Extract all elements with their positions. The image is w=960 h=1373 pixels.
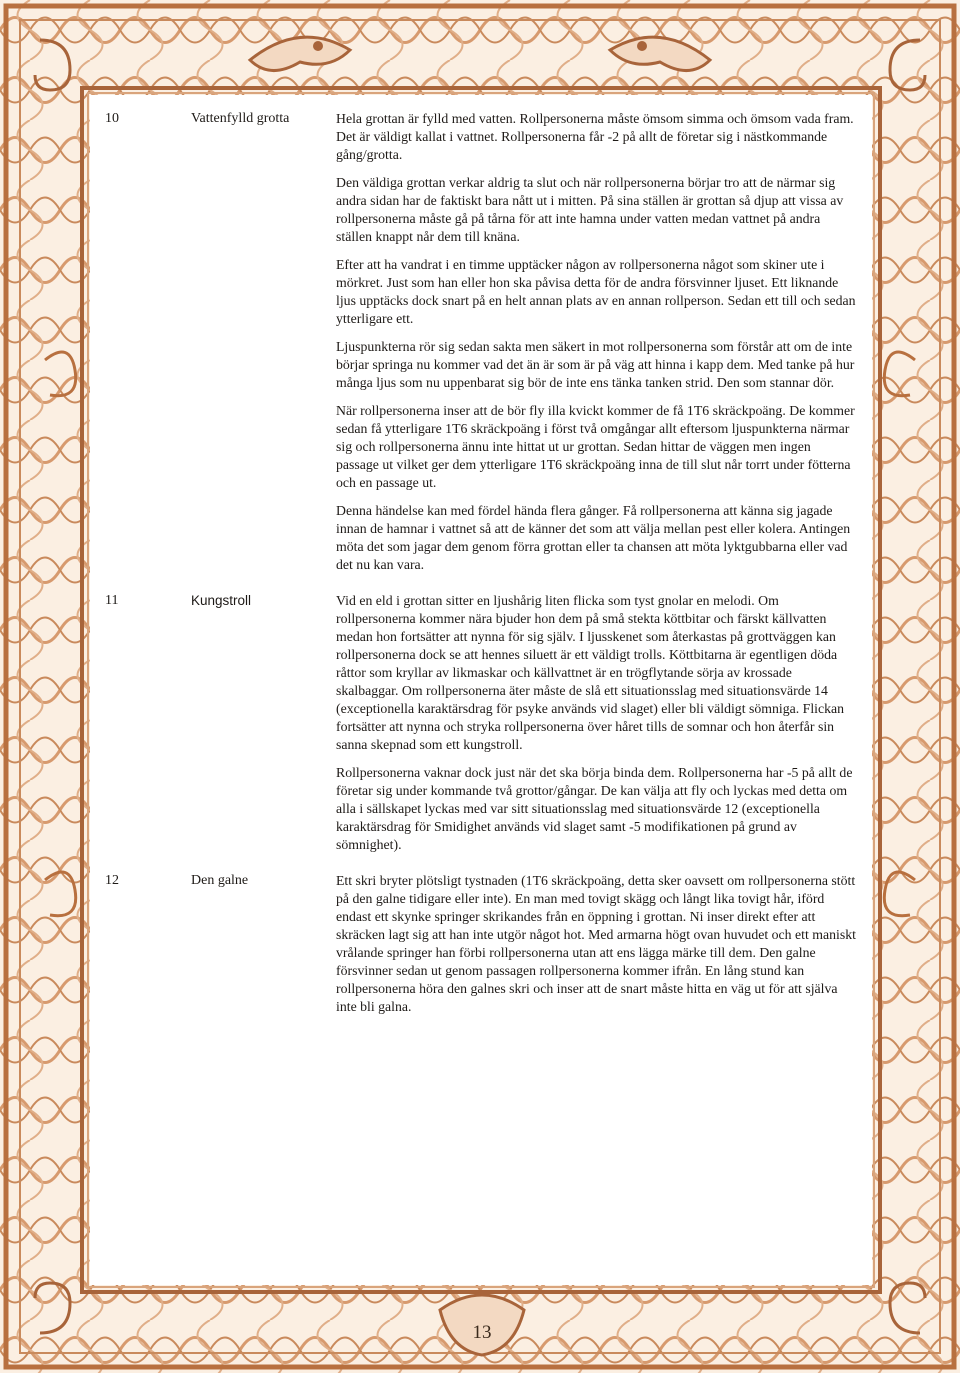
paragraph: Den väldiga grottan verkar aldrig ta slut och när rollpersonerna börjar tro att de närmar sig andra sidan har de faktiskt bara nått ut i mitten. På sina ställen är grottan så djup att vissa av rollpersonerna måste gå på tårna för att inte hamna under vatten medan vattnet på andra ställen knappt når dem till knäna. [336,175,844,244]
entry-10 [105,110,857,574]
paragraph: Denna händelse kan med fördel hända flera gånger. Få rollpersonerna att känna sig jagade innan de hamnar i vattnet så att de känner det som att välja mellan pest eller kolera. Antingen möta det som jagar dem genom förra grottan eller ta chansen att möta lyktgubbarna eller vad det nu kan vara. [336,503,851,572]
encounter-table [105,110,857,1016]
paragraph: Efter att ha vandrat i en timme upptäcker någon av rollpersonerna något som skiner ute i mörkret. Just som han eller hon ska påvisa detta för de andra försvinner ljuset. Ett liknande ljus upptäcks dock snart på en helt annan plats av en annan rollperson. Sedan ett till och sedan ytterligare ett. [336,257,856,326]
paragraph: Hela grottan är fylld med vatten. Rollpersonerna måste ömsom simma och ömsom vada fram. Det är väldigt kallat i vattnet. Rollpersonerna får -2 på allt de företar sig i nästkommande gång/grotta. [336,111,854,162]
entry-11 [105,592,857,854]
paragraph: Ett skri bryter plötsligt tystnaden (1T6 skräckpoäng, detta sker oavsett om rollpersonerna stött på den galne tidigare eller inte). En man med tovigt skägg och långt lika tovigt hår, iförd endast ett skynke springer skrikandes från en öppning i grottan. Ni inser direkt efter att skräcken lagt sig att han inte utgör något hot. Med armarna högt ovan huvudet och ett maniskt vrålande springer han förbi rollpersonerna utan att ens lägga märke till dem. Den galne försvinner sedan ut genom passagen rollpersonerna kommer ifrån. En lång stund kan rollpersonerna höra den galnes skri och inser att de snart måste hitta en väg ut för att själva inte bli galna. [336,873,856,1014]
paragraph: Rollpersonerna vaknar dock just när det ska börja binda dem. Rollpersonerna har -5 på allt de företar sig under kommande två grottor/gångar. De kan välja att fly och lyckas med detta om alla i sällskapet lyckas med var sitt situationsslag med situationsvärde 12 (exceptionella karaktärsdrag för Smidighet används vid slaget samt -5 modifikationen på grund av sömnighet). [336,765,853,852]
entry-number: 10 [105,111,119,126]
entry-title: Den galne [191,873,249,888]
entry-body [336,110,857,574]
entry-number: 11 [105,593,119,608]
page-number: 13 [472,1322,492,1343]
paragraph: Vid en eld i grottan sitter en ljushårig liten flicka som tyst gnolar en melodi. Om rollpersonerna kommer nära bjuder hon dem på små stekta köttbitar och färskt källvatten medan hon fortsätter att nynna för sig själv. I ljusskenet som återkastas på grottväggen kan rollpersonerna dock se att hennes siluett är ett väldigt trolls. Köttbitarna är egentligen döda råttor som kryllar av likmaskar och källvattnet är en trögflytande sörja av krossade skalbaggar. Om rollpersonerna äter måste de slå ett situationsslag med situationsvärde 14 (exceptionella karaktärsdrag för psyke används vid slaget) eller bli väldigt sömniga. Flickan fortsätter att nynna och stryka rollpersonerna över håret tills de somnar och hon återfår sin sanna skepnad som ett kungstroll. [336,593,845,752]
entry-body [336,872,857,1016]
paragraph: Ljuspunkterna rör sig sedan sakta men säkert in mot rollpersonerna som förstår att om de inte börjar springa nu kommer vad det än är som är på väg att hinna i kapp dem. Med tanke på hur många ljus som nu uppenbarat sig bör de inte ens tänka tanken strid. Den som stannar dör. [336,339,855,390]
entry-body [336,592,857,854]
entry-title: Vattenfylld grotta [191,111,290,126]
entry-title: Kungstroll [191,593,252,608]
paragraph: När rollpersonerna inser att de bör fly illa kvickt kommer de få 1T6 skräckpoäng. De kommer sedan få ytterligare 1T6 skräckpoäng i först två omgångar allt eftersom ljuspunkterna närmar sig och rollpersonerna ännu inte hittat ut ur grottan. Sedan hittar de väggen men ingen passage ut vilket ger dem ytterligare 1T6 skräckpoäng inna de till slut når torrt under fötterna och en passage ut. [336,403,855,490]
entry-12 [105,872,857,1016]
entry-number: 12 [105,873,119,888]
